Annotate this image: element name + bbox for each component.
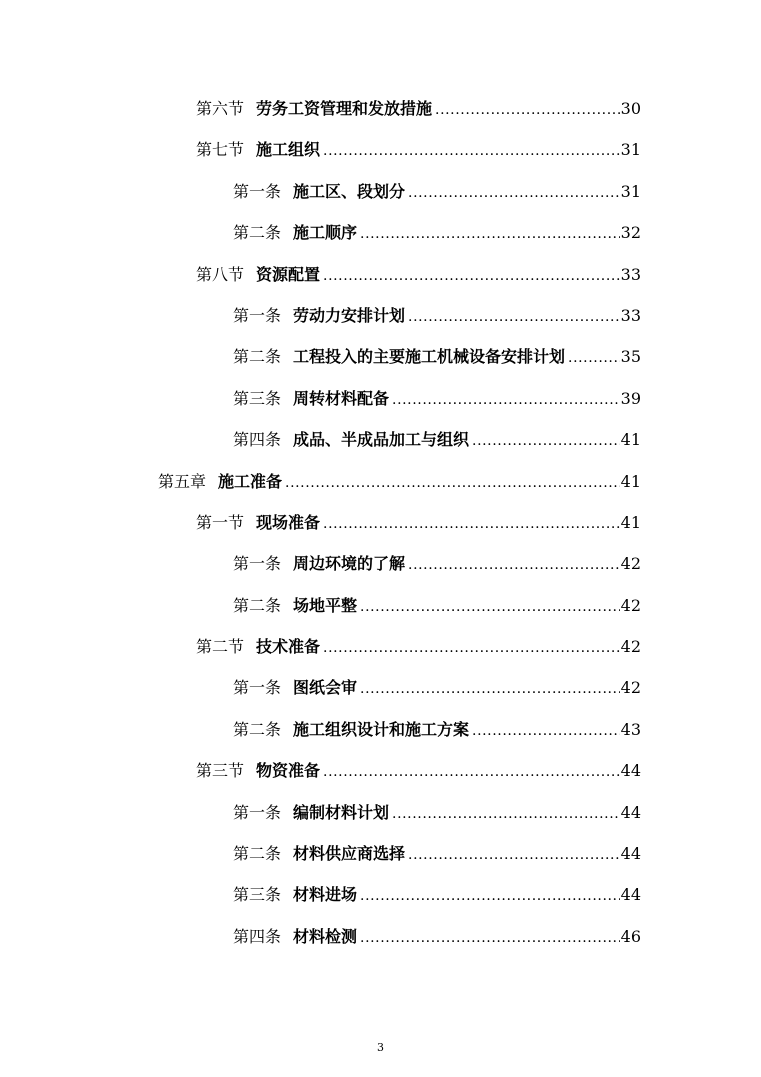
toc-entry-number: 第四条	[233, 430, 282, 450]
dot-leader	[568, 338, 620, 379]
toc-entry-page: 42	[620, 595, 641, 615]
toc-entry-number: 第三条	[233, 885, 282, 905]
toc-entry[interactable]	[0, 212, 761, 253]
dot-leader	[472, 711, 620, 752]
dot-leader	[408, 835, 620, 876]
toc-entry-number: 第五章	[158, 471, 207, 491]
toc-entry[interactable]	[0, 874, 761, 915]
toc-entry-number: 第二条	[233, 595, 282, 615]
dot-leader	[323, 628, 620, 669]
page-number: 3	[377, 1041, 384, 1054]
dot-leader	[435, 90, 620, 131]
toc-entry-number: 第一节	[196, 512, 245, 532]
toc-entry[interactable]	[0, 792, 761, 833]
toc-entry-title: 劳动力安排计划	[293, 305, 406, 325]
toc-entry-page: 42	[620, 554, 641, 574]
toc-entry-title: 资源配置	[256, 264, 321, 284]
toc-entry-page: 44	[620, 802, 641, 822]
toc-entry-number: 第四条	[233, 926, 282, 946]
toc-entry-page: 41	[620, 471, 641, 491]
dot-leader	[360, 587, 620, 628]
toc-entry[interactable]	[0, 502, 761, 543]
toc-entry-page: 32	[620, 223, 641, 243]
toc-entry-number: 第一条	[233, 678, 282, 698]
toc-entry-title: 劳务工资管理和发放措施	[256, 99, 433, 118]
toc-entry[interactable]	[0, 750, 761, 791]
toc-entry[interactable]	[0, 461, 761, 502]
dot-leader	[408, 173, 620, 214]
toc-entry-number: 第六节	[196, 99, 245, 118]
toc-entry-page: 41	[620, 430, 641, 450]
dot-leader	[360, 876, 620, 917]
toc-entry-page: 46	[620, 926, 641, 946]
toc-entry-title: 物资准备	[256, 761, 321, 781]
toc-entry-title: 编制材料计划	[293, 802, 390, 822]
toc-entry-title: 材料供应商选择	[293, 844, 406, 864]
table-of-contents	[0, 88, 761, 957]
toc-entry-number: 第七节	[196, 140, 245, 160]
toc-entry[interactable]	[0, 129, 761, 170]
toc-entry-number: 第一条	[233, 802, 282, 822]
toc-entry-title: 技术准备	[256, 637, 321, 657]
toc-entry[interactable]	[0, 378, 761, 419]
toc-entry-page: 35	[620, 347, 641, 367]
dot-leader	[408, 545, 620, 586]
toc-entry-number: 第一条	[233, 181, 282, 201]
toc-entry-number: 第一条	[233, 554, 282, 574]
dot-leader	[285, 463, 620, 504]
dot-leader	[392, 794, 620, 835]
toc-entry[interactable]	[0, 626, 761, 667]
dot-leader	[392, 380, 620, 421]
toc-entry-title: 施工准备	[218, 471, 283, 491]
toc-entry-page: 30	[620, 99, 641, 118]
toc-entry[interactable]	[0, 295, 761, 336]
toc-entry-page: 44	[620, 885, 641, 905]
toc-entry-page: 31	[620, 181, 641, 201]
toc-entry-page: 33	[620, 305, 641, 325]
toc-entry-number: 第二条	[233, 347, 282, 367]
toc-entry-page: 42	[620, 678, 641, 698]
toc-entry[interactable]	[0, 254, 761, 295]
toc-entry-title: 材料检测	[293, 926, 358, 946]
toc-entry-title: 施工顺序	[293, 223, 358, 243]
toc-entry[interactable]	[0, 916, 761, 957]
dot-leader	[360, 918, 620, 959]
toc-entry[interactable]	[0, 88, 761, 129]
toc-entry-title: 周转材料配备	[293, 388, 390, 408]
dot-leader	[323, 752, 620, 793]
dot-leader	[323, 131, 620, 172]
toc-entry[interactable]	[0, 336, 761, 377]
dot-leader	[360, 214, 620, 255]
toc-entry-title: 施工组织设计和施工方案	[293, 719, 470, 739]
toc-entry[interactable]	[0, 833, 761, 874]
toc-entry-number: 第二节	[196, 637, 245, 657]
toc-entry-title: 现场准备	[256, 512, 321, 532]
toc-entry-number: 第二条	[233, 844, 282, 864]
toc-entry-title: 图纸会审	[293, 678, 358, 698]
toc-entry-page: 44	[620, 761, 641, 781]
toc-entry[interactable]	[0, 419, 761, 460]
dot-leader	[323, 256, 620, 297]
dot-leader	[472, 421, 620, 462]
toc-entry-number: 第二条	[233, 223, 282, 243]
toc-entry[interactable]	[0, 585, 761, 626]
toc-entry[interactable]	[0, 171, 761, 212]
toc-entry-title: 材料进场	[293, 885, 358, 905]
toc-entry-number: 第八节	[196, 264, 245, 284]
toc-entry-page: 42	[620, 637, 641, 657]
toc-entry-title: 场地平整	[293, 595, 358, 615]
toc-entry-number: 第三节	[196, 761, 245, 781]
toc-entry-title: 施工区、段划分	[293, 181, 406, 201]
dot-leader	[323, 504, 620, 545]
toc-entry-page: 33	[620, 264, 641, 284]
toc-entry-page: 31	[620, 140, 641, 160]
toc-entry-title: 周边环境的了解	[293, 554, 406, 574]
dot-leader	[408, 297, 620, 338]
toc-entry-page: 41	[620, 512, 641, 532]
toc-entry-page: 43	[620, 719, 641, 739]
dot-leader	[360, 669, 620, 710]
toc-entry-title: 成品、半成品加工与组织	[293, 430, 470, 450]
toc-entry-number: 第二条	[233, 719, 282, 739]
toc-entry[interactable]	[0, 709, 761, 750]
toc-entry-title: 施工组织	[256, 140, 321, 160]
toc-entry-number: 第三条	[233, 388, 282, 408]
toc-entry-title: 工程投入的主要施工机械设备安排计划	[293, 347, 566, 367]
toc-entry[interactable]	[0, 543, 761, 584]
toc-entry-page: 39	[620, 388, 641, 408]
toc-entry[interactable]	[0, 667, 761, 708]
toc-entry-number: 第一条	[233, 305, 282, 325]
toc-entry-page: 44	[620, 844, 641, 864]
